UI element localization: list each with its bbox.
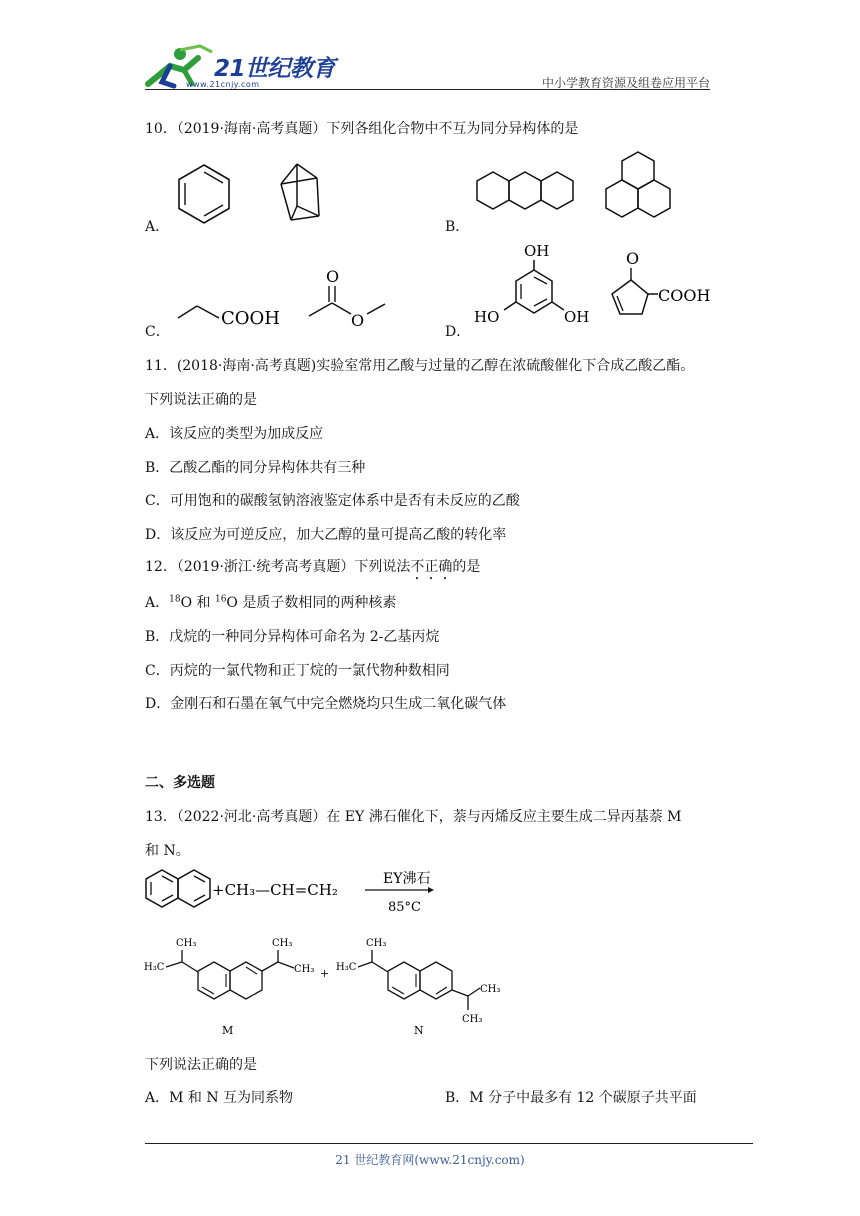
phloroglucinol-structure (472, 240, 592, 330)
q11-option-c: C．可用饱和的碳酸氢钠溶液鉴定体系中是否有未反应的乙酸 (145, 493, 520, 509)
q12-option-b: B．戊烷的一种同分异构体可命名为 2-乙基丙烷 (145, 629, 440, 645)
footer-divider (145, 1143, 753, 1144)
q13-option-b: B．M 分子中最多有 12 个碳原子共平面 (445, 1090, 697, 1106)
logo-subtitle: www.21cnjy.com (186, 80, 260, 89)
q10-option-a-label: A． (145, 219, 170, 235)
product-m-label: M (222, 1024, 234, 1037)
product-n-label: N (414, 1024, 424, 1037)
ester-o-label: O (351, 311, 365, 330)
condition-catalyst: EY沸石 (383, 871, 431, 887)
ch3-label: CH₃ (176, 938, 197, 949)
propene-reactant: +CH₃—CH=CH₂ (212, 881, 338, 899)
svg-text:CH₃: CH₃ (480, 984, 501, 995)
h3c-label: H₃C (144, 962, 165, 973)
product-n-structure (334, 930, 514, 1040)
q10-option-b-label: B． (445, 219, 470, 235)
svg-text:CH₃: CH₃ (294, 964, 315, 975)
q13-option-a: A．M 和 N 互为同系物 (145, 1090, 294, 1106)
header-divider (145, 89, 710, 90)
svg-text:CH₃: CH₃ (462, 1014, 483, 1025)
q13-stem-line1: 13．（2022·河北·高考真题）在 EY 沸石催化下，萘与丙烯反应主要生成二异丙基萘 M (145, 809, 682, 825)
cyclopentenone-acid-structure (600, 248, 715, 318)
logo-text: 21世纪教育 (214, 56, 336, 82)
products-plus: + (320, 967, 330, 980)
prismane-structure (275, 158, 325, 230)
q12-option-a: A．$^{18}$O 和 $^{16}$O 是质子数相同的两种核素 (145, 594, 397, 611)
svg-text:CH₃: CH₃ (366, 938, 387, 949)
q12-stem-suffix: 的是 (452, 559, 481, 575)
q10-option-c-label: C． (145, 324, 170, 340)
q10-stem: 10．（2019·海南·高考真题）下列各组化合物中不互为同分异构体的是 (145, 121, 579, 137)
anthracene-perhydro-structure (474, 166, 584, 216)
carbonyl-o-label: O (326, 267, 340, 286)
header-platform-name: 中小学教育资源及组卷应用平台 (541, 76, 710, 90)
q12-option-c: C．丙烷的一氯代物和正丁烷的一氯代物种数相同 (145, 663, 450, 679)
product-m-structure (140, 930, 320, 1040)
propanoic-acid-structure (175, 296, 285, 332)
q12-stem (145, 556, 480, 583)
q11-stem-line2: 下列说法正确的是 (145, 392, 257, 408)
oh-top-label: OH (524, 242, 550, 260)
benzene-structure (170, 160, 240, 230)
q11-option-a: A．该反应的类型为加成反应 (145, 426, 324, 442)
cooh-label-d: COOH (658, 286, 711, 305)
footer-link[interactable]: 21 世纪教育网(www.21cnjy.com) (335, 1153, 525, 1167)
q12-stem-emphasis: 不正确 (410, 559, 453, 575)
condition-temperature: 85°C (388, 900, 421, 915)
q11-stem-line1: 11．(2018·海南·高考真题)实验室常用乙酸与过量的乙醇在浓硫酸催化下合成乙酸乙酯。 (145, 358, 695, 374)
q12-stem-prefix: 12．（2019·浙江·统考高考真题）下列说法 (145, 559, 411, 575)
q13-question: 下列说法正确的是 (145, 1057, 257, 1073)
oh-right-label: OH (564, 308, 590, 326)
cooh-label: COOH (221, 308, 280, 329)
methyl-acetate-structure (305, 262, 390, 332)
svg-text:H₃C: H₃C (336, 962, 357, 973)
q11-option-d: D．该反应为可逆反应，加大乙醇的量可提高乙酸的转化率 (145, 527, 507, 543)
svg-text:CH₃: CH₃ (272, 938, 293, 949)
phenalene-perhydro-structure (600, 148, 680, 218)
q12-option-d: D．金刚石和石墨在氧气中完全燃烧均只生成二氧化碳气体 (145, 696, 507, 712)
section-multiple-choice-title: 二、多选题 (145, 775, 215, 791)
q13-stem-line2: 和 N。 (145, 843, 190, 859)
ho-left-label: HO (474, 308, 500, 326)
reaction-equation (140, 866, 440, 926)
ketone-o-label: O (626, 249, 640, 268)
q10-option-d-label: D． (445, 324, 471, 340)
q11-option-b: B．乙酸乙酯的同分异构体共有三种 (145, 460, 366, 476)
